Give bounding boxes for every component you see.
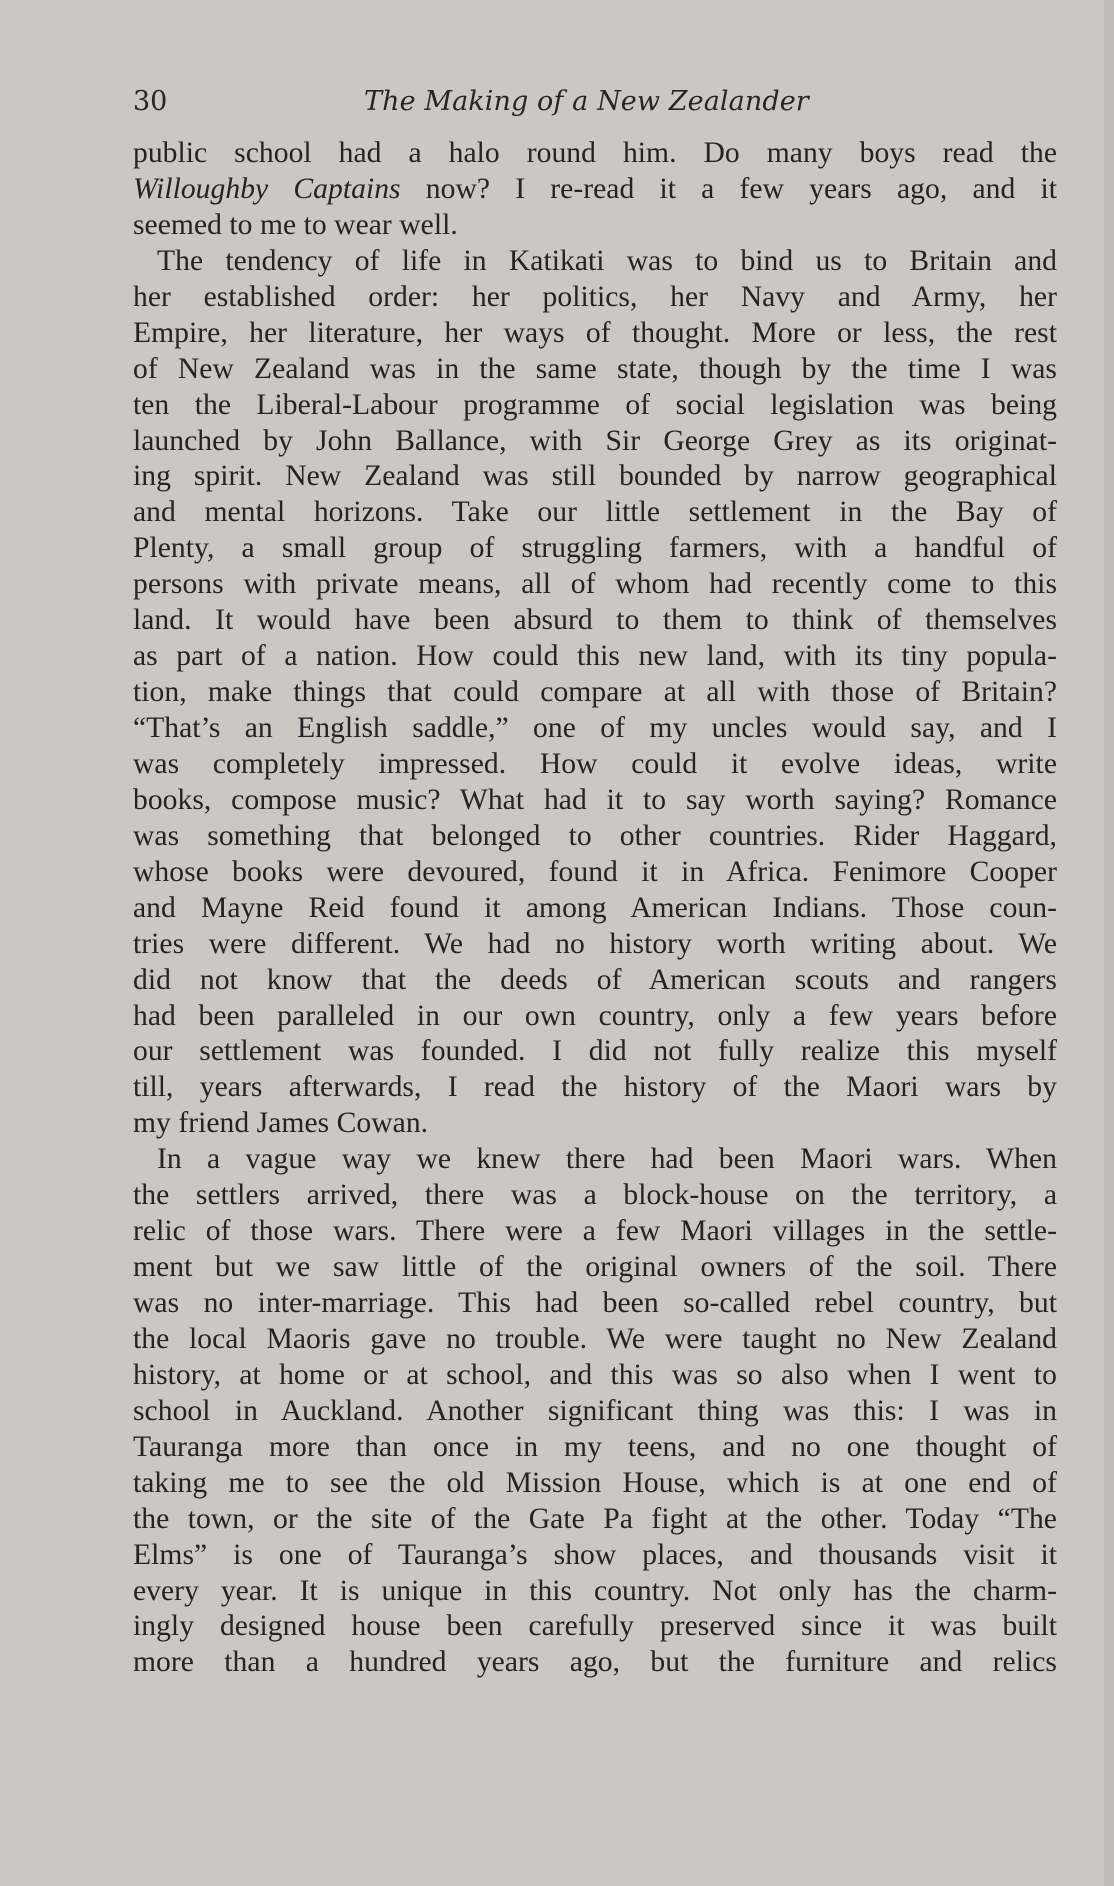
page-number: 30 — [133, 86, 168, 117]
text-line: public school had a halo round him. Do many boys read the — [133, 137, 1057, 169]
text-line: “That’s an English saddle,” one of my uncles would say, and I — [133, 712, 1057, 744]
text-line: and mental horizons. Take our little settlement in the Bay of — [133, 496, 1057, 529]
text-line: ten the Liberal-Labour programme of social legislation was being — [133, 388, 1057, 421]
text-line — [133, 172, 1057, 208]
text-line: ment but we saw little of the original owners of the soil. There — [133, 1251, 1057, 1284]
text-line: launched by John Ballance, with Sir George Grey as its originat- — [133, 424, 1057, 457]
text-line: had been paralleled in our own country, only a few years before — [133, 999, 1057, 1032]
text-line: as part of a nation. How could this new land, with its tiny popula- — [133, 640, 1057, 673]
text-line: tries were different. We had no history worth writing about. We — [133, 927, 1057, 960]
text-line: In a vague way we knew there had been Maori wars. When — [157, 1143, 1057, 1176]
text-line: was something that belonged to other countries. Rider Haggard, — [133, 819, 1057, 852]
text-line: the town, or the site of the Gate Pa fight at the other. Today “The — [133, 1502, 1057, 1535]
text-line: Tauranga more than once in my teens, and no one thought of — [133, 1430, 1057, 1463]
text-line: the local Maoris gave no trouble. We were taught no New Zealand — [133, 1322, 1057, 1355]
body-text — [133, 136, 1057, 1681]
text-line: every year. It is unique in this country. Not only has the charm- — [133, 1574, 1057, 1607]
text-line: The tendency of life in Katikati was to bind us to Britain and — [157, 244, 1057, 277]
text-line: of New Zealand was in the same state, though by the time I was — [133, 352, 1057, 385]
text-line: Elms” is one of Tauranga’s show places, and thousands visit it — [133, 1538, 1057, 1571]
text-line: her established order: her politics, her Navy and Army, her — [133, 280, 1057, 313]
book-title-italic: Willoughby Captains — [133, 172, 401, 205]
running-header — [133, 86, 1057, 126]
text-line-rest: now? I re-read it a few years ago, and it — [400, 172, 1057, 205]
text-line: taking me to see the old Mission House, which is at one end of — [133, 1466, 1057, 1499]
running-title: The Making of a New Zealander — [364, 86, 809, 117]
text-line: more than a hundred years ago, but the furniture and relics — [133, 1646, 1057, 1679]
text-line: did not know that the deeds of American scouts and rangers — [133, 963, 1057, 996]
text-line: the settlers arrived, there was a block-house on the territory, a — [133, 1179, 1057, 1212]
text-line: Empire, her literature, her ways of thought. More or less, the rest — [133, 316, 1057, 349]
text-line: my friend James Cowan. — [133, 1107, 429, 1140]
text-line: was completely impressed. How could it evolve ideas, write — [133, 747, 1057, 780]
text-line: school in Auckland. Another significant thing was this: I was in — [133, 1394, 1057, 1427]
page-edge-shadow — [1104, 0, 1114, 1886]
text-line: Plenty, a small group of struggling farmers, with a handful of — [133, 532, 1057, 565]
text-line: ing spirit. New Zealand was still bounded by narrow geographical — [133, 460, 1057, 493]
text-line: our settlement was founded. I did not fully realize this myself — [133, 1035, 1057, 1068]
text-line: books, compose music? What had it to say worth saying? Romance — [133, 783, 1057, 816]
text-line: land. It would have been absurd to them to think of themselves — [133, 604, 1057, 637]
text-line: was no inter-marriage. This had been so-called rebel country, but — [133, 1287, 1057, 1319]
text-line: and Mayne Reid found it among American Indians. Those coun- — [133, 891, 1057, 924]
text-line: seemed to me to wear well. — [133, 208, 458, 241]
text-line: whose books were devoured, found it in Africa. Fenimore Cooper — [133, 855, 1057, 888]
text-line: ingly designed house been carefully preserved since it was built — [133, 1610, 1057, 1643]
text-line: till, years afterwards, I read the history of the Maori wars by — [133, 1071, 1057, 1104]
text-line: history, at home or at school, and this was so also when I went to — [133, 1358, 1057, 1391]
text-line: persons with private means, all of whom had recently come to this — [133, 568, 1057, 601]
text-line: relic of those wars. There were a few Maori villages in the settle- — [133, 1215, 1057, 1248]
text-line: tion, make things that could compare at all with those of Britain? — [133, 676, 1057, 709]
